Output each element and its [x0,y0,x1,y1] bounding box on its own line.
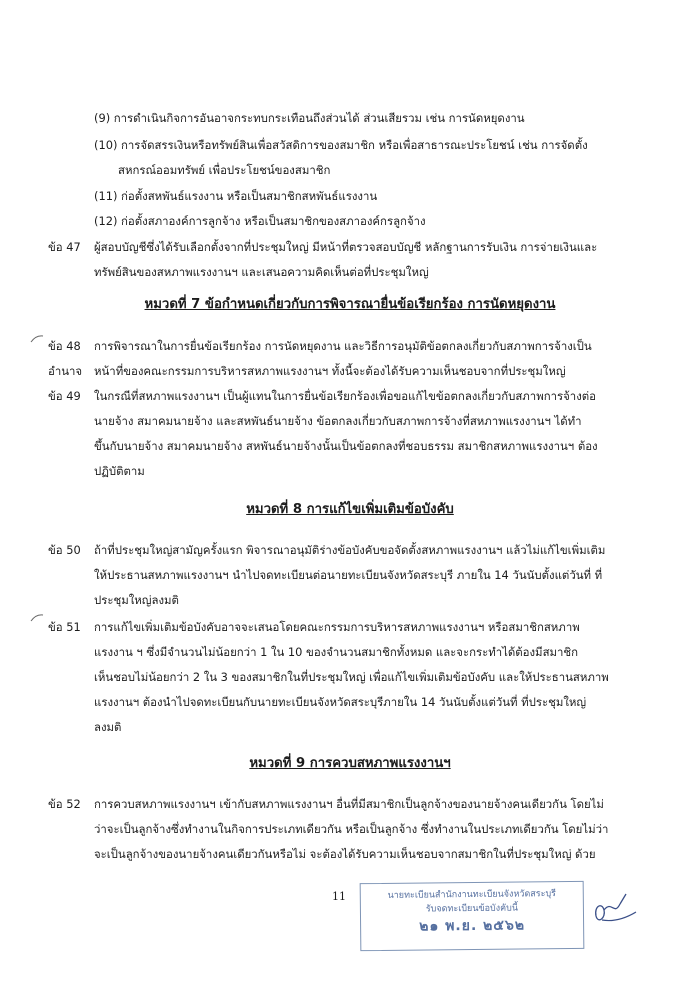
body-line: (10) การจัดสรรเงินหรือทรัพย์สินเพื่อสวัสดิการของสมาชิก หรือเพื่อสาธารณะประโยชน์ เช่น การจัดตั้ง [94,138,588,152]
body-line: ในกรณีที่สหภาพแรงงานฯ เป็นผู้แทนในการยื่นข้อเรียกร้องเพื่อขอแก้ไขข้อตกลงเกี่ยวกับสภาพการจ้างต่อ [94,389,596,403]
body-line: (12) ก่อตั้งสภาองค์การลูกจ้าง หรือเป็นสมาชิกของสภาองค์กรลูกจ้าง [94,214,426,228]
body-line: หน้าที่ของคณะกรรมการบริหารสหภาพแรงงานฯ ทั้งนี้จะต้องได้รับความเห็นชอบจากที่ประชุมใหญ่ [94,364,566,378]
body-line: (11) ก่อตั้งสหพันธ์แรงงาน หรือเป็นสมาชิกสหพันธ์แรงงาน [94,189,378,203]
body-line: แรงงาน ฯ ซึ่งมีจำนวนไม่น้อยกว่า 1 ใน 10 ของจำนวนสมาชิกทั้งหมด และจะกระทำได้ต้องมีสมาชิก [94,645,579,659]
body-line: ประชุมใหญ่ลงมติ [94,593,179,607]
section-label: ข้อ 52 [48,797,81,811]
body-line: ถ้าที่ประชุมใหญ่สามัญครั้งแรก พิจารณาอนุมัติร่างข้อบังคับขอจัดตั้งสหภาพแรงงานฯ แล้วไม่แก้ไขเพิ่มเติม [94,543,606,557]
chapter-heading: หมวดที่ 9 การควบสหภาพแรงงานฯ [249,756,451,771]
stamp-line-1: นายทะเบียนสำนักงานทะเบียนจังหวัดสระบุรี [387,889,557,901]
margin-mark-icon [30,334,44,344]
registration-stamp [360,881,585,951]
section-label: ข้อ 50 [48,543,81,557]
body-line: ลงมติ [94,720,122,734]
body-line: ผู้สอบบัญชีซึ่งได้รับเลือกตั้งจากที่ประชุมใหญ่ มีหน้าที่ตรวจสอบบัญชี หลักฐานการรับเงิน การจ่ายเงินและ [94,240,598,254]
body-line: ทรัพย์สินของสหภาพแรงงานฯ และเสนอความคิดเห็นต่อที่ประชุมใหญ่ [94,265,429,279]
body-line: ขึ้นกับนายจ้าง สมาคมนายจ้าง สหพันธ์นายจ้างนั้นเป็นข้อตกลงที่ชอบธรรม สมาชิกสหภาพแรงงานฯ ต้อง [94,439,598,453]
section-label: ข้อ 49 [48,389,81,403]
body-line: ว่าจะเป็นลูกจ้างซึ่งทำงานในกิจการประเภทเดียวกัน หรือเป็นลูกจ้าง ซึ่งทำงานในประเภทเดียวกัน โดยไม่ว่า [94,822,609,836]
body-line: ปฏิบัติตาม [94,464,145,478]
stamp-line-2: รับจดทะเบียนข้อบังคับนี้ [425,903,519,915]
body-line: การพิจารณาในการยื่นข้อเรียกร้อง การนัดหยุดงาน และวิธีการอนุมัติข้อตกลงเกี่ยวกับสภาพการจ้างเป็น [94,339,592,353]
body-line: แรงงานฯ ต้องนำไปจดทะเบียนกับนายทะเบียนจังหวัดสระบุรีภายใน 14 วันนับตั้งแต่วันที่ ที่ประชุมใหญ่ [94,695,587,709]
page-number: 11 [332,890,346,903]
signature-icon [590,890,640,930]
body-line: จะเป็นลูกจ้างของนายจ้างคนเดียวกันหรือไม่ จะต้องได้รับความเห็นชอบจากสมาชิกในที่ประชุมใหญ่ ด้วย [94,847,596,861]
chapter-heading: หมวดที่ 7 ข้อกำหนดเกี่ยวกับการพิจารณายื่นข้อเรียกร้อง การนัดหยุดงาน [144,297,556,312]
body-line: เห็นชอบไม่น้อยกว่า 2 ใน 3 ของสมาชิกในที่ประชุมใหญ่ เพื่อแก้ไขเพิ่มเติมข้อบังคับ และให้ประธานสหภาพ [94,670,609,684]
stamp-date: ๒๑ พ.ย. ๒๕๖๒ [419,917,526,935]
body-line: (9) การดำเนินกิจการอันอาจกระทบกระเทือนถึงส่วนได้ ส่วนเสียรวม เช่น การนัดหยุดงาน [94,111,525,125]
section-label: ข้อ 51 [48,620,81,634]
body-line: นายจ้าง สมาคมนายจ้าง และสหพันธ์นายจ้าง ข้อตกลงเกี่ยวกับสภาพการจ้างที่สหภาพแรงงานฯ ได้ทำ [94,414,582,428]
margin-mark-icon [30,613,44,623]
section-label: ข้อ 48 [48,339,81,353]
body-line: สหกรณ์ออมทรัพย์ เพื่อประโยชน์ของสมาชิก [118,163,331,177]
body-line: การควบสหภาพแรงงานฯ เข้ากับสหภาพแรงงานฯ อื่นที่มีสมาชิกเป็นลูกจ้างของนายจ้างคนเดียวกัน โดยไม่ [94,797,604,811]
body-line: ให้ประธานสหภาพแรงงานฯ นำไปจดทะเบียนต่อนายทะเบียนจังหวัดสระบุรี ภายใน 14 วันนับตั้งแต่วันที่ ที่ [94,568,603,582]
chapter-heading: หมวดที่ 8 การแก้ไขเพิ่มเติมข้อบังคับ [246,502,454,517]
section-label: อำนาจ [48,364,83,378]
body-line: การแก้ไขเพิ่มเติมข้อบังคับอาจจะเสนอโดยคณะกรรมการบริหารสหภาพแรงงานฯ หรือสมาชิกสหภาพ [94,620,580,634]
section-label: ข้อ 47 [48,240,81,254]
